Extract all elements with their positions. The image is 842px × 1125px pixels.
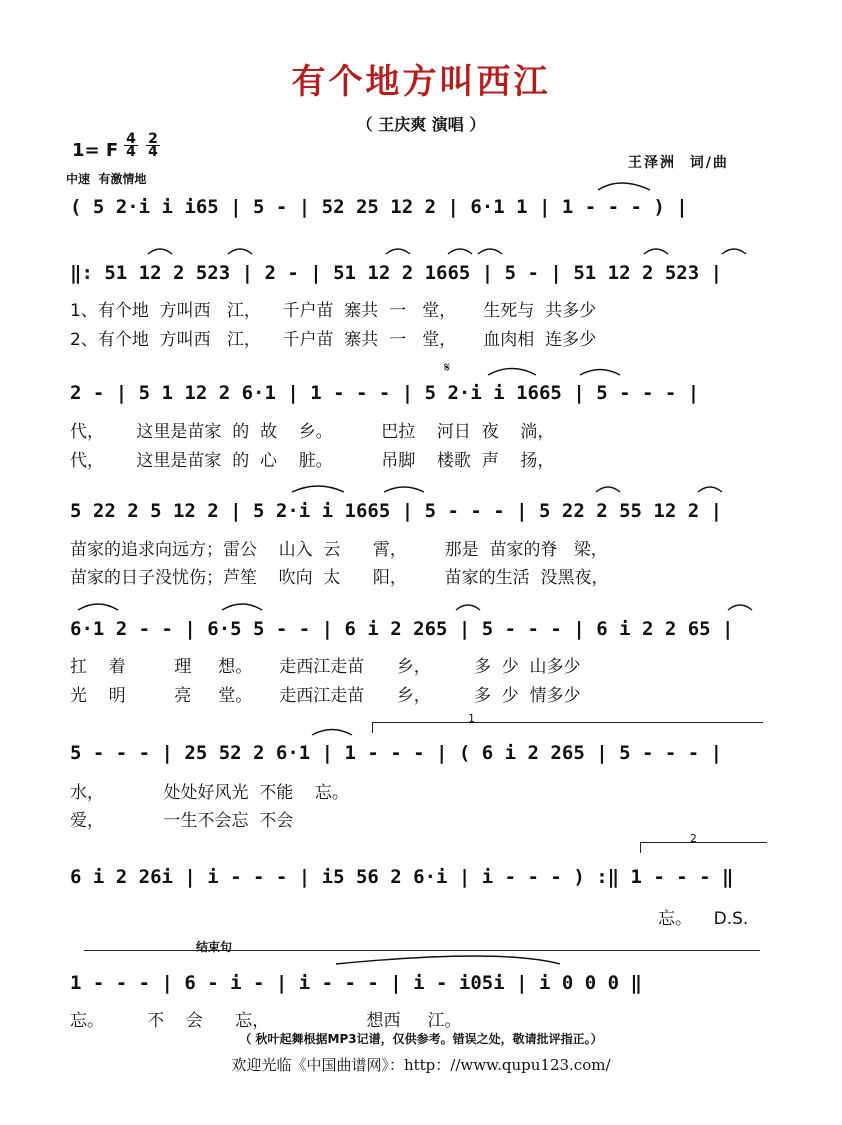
first-ending-bracket: [372, 722, 763, 733]
slur-arc: [384, 487, 424, 492]
slur-arc: [598, 183, 650, 190]
score-row-7-lyric-ds: 忘。 D.S.: [658, 909, 749, 929]
score-row-5-lyric-2: 光 明 亮 堂。 走西江走苗 乡， 多 少 情多少: [70, 686, 581, 706]
second-ending-bracket: [640, 842, 767, 853]
slur-arc: [228, 249, 252, 254]
score-row-2-music: ‖: 51 12 2 523 | 2 - | 51 12 2 1665 | 5 - | 51 12 2 523 |: [70, 262, 723, 284]
slur-arc: [312, 730, 352, 736]
score-row-7-music: 6 i 2 26i | i - - - | i5 56 2 6·i | i - - - ) :‖ 1 - - - ‖: [70, 866, 734, 888]
score-row-1-music: ( 5 2·i i i65 | 5 - | 52 25 12 2 | 6·1 1 | 1 - - - ) |: [70, 196, 688, 218]
slur-arc: [292, 486, 344, 492]
score-row-8-lyric-1: 忘。 不 会 忘， 想西 江。: [70, 1011, 462, 1031]
score-row-6-lyric-2: 爱， 一生不会忘 不会: [70, 811, 294, 831]
first-ending-label: 1: [468, 712, 475, 725]
slur-arc: [78, 604, 118, 610]
time-signature-4-4: 4 4: [124, 133, 138, 158]
composer-credit: 王泽洲 词/曲: [628, 155, 729, 171]
slur-arc: [148, 249, 172, 254]
score-row-4-lyric-2: 苗家的日子没忧伤；芦笙 吹向 太 阳， 苗家的生活 没黑夜，: [70, 568, 609, 588]
slur-arc: [728, 605, 752, 610]
score-row-2-lyric-2: 2、有个地 方叫西 江， 千户苗 寨共 一 堂， 血肉相 连多少: [70, 330, 597, 350]
slur-arc: [644, 249, 668, 254]
score-row-4-music: 5 22 2 5 12 2 | 5 2·i i 1665 | 5 - - - | 5 22 2 55 12 2 |: [70, 500, 723, 522]
website-credit: 欢迎光临《中国曲谱网》：http：//www.qupu123.com/: [231, 1056, 611, 1074]
slur-arc: [698, 487, 722, 492]
coda-section-label: 结束句: [196, 940, 233, 954]
slur-arc: [722, 249, 746, 254]
key-signature: 1= F: [72, 140, 119, 161]
score-row-3-lyric-1: 代， 这里是苗家 的 故 乡。 巴拉 河日 夜 淌，: [70, 422, 555, 442]
score-row-5-music: 6·1 2 - - | 6·5 5 - - | 6 i 2 265 | 5 - - - | 6 i 2 2 65 |: [70, 618, 734, 640]
score-row-6-music: 5 - - - | 25 52 2 6·1 | 1 - - - | ( 6 i 2 265 | 5 - - - |: [70, 742, 723, 764]
time-signature-2-4: 2 4: [146, 133, 160, 158]
score-row-8-music: 1 - - - | 6 - i - | i - - - | i - i05i | i 0 0 0 ‖: [70, 972, 642, 994]
slur-arc: [386, 249, 410, 254]
slur-arc: [580, 370, 620, 376]
slur-arc: [596, 487, 620, 492]
score-row-2-lyric-1: 1、有个地 方叫西 江， 千户苗 寨共 一 堂， 生死与 共多少: [70, 301, 597, 321]
slur-arc: [448, 249, 472, 254]
slur-arc: [456, 605, 480, 610]
slur-arc: [222, 604, 262, 610]
second-ending-label: 2: [690, 832, 697, 845]
score-row-3-music: 2 - | 5 1 12 2 6·1 | 1 - - - | 5 2·i i 1665 | 5 - - - |: [70, 382, 700, 404]
score-row-3-lyric-2: 代， 这里是苗家 的 心 脏。 吊脚 楼歌 声 扬，: [70, 451, 555, 471]
score-row-5-lyric-1: 扛 着 理 想。 走西江走苗 乡， 多 少 山多少: [70, 657, 581, 677]
tempo-marking: 中速 有激情地: [66, 172, 147, 186]
performer-subtitle: （ 王庆爽 演唱 ）: [356, 115, 486, 134]
transcription-note: （ 秋叶起舞根据MP3记谱，仅供参考。错误之处，敬请批评指正。）: [239, 1032, 603, 1046]
score-row-4-lyric-1: 苗家的追求向远方；雷公 山入 云 霄， 那是 苗家的脊 梁，: [70, 540, 608, 560]
slur-arc: [488, 369, 536, 376]
score-row-6-lyric-1: 水， 处处好风光 不能 忘。: [70, 783, 349, 803]
coda-line: [84, 950, 760, 961]
segno-sign: 𝄋: [444, 360, 451, 376]
page-title: 有个地方叫西江: [291, 62, 551, 102]
slur-arc: [478, 249, 502, 254]
